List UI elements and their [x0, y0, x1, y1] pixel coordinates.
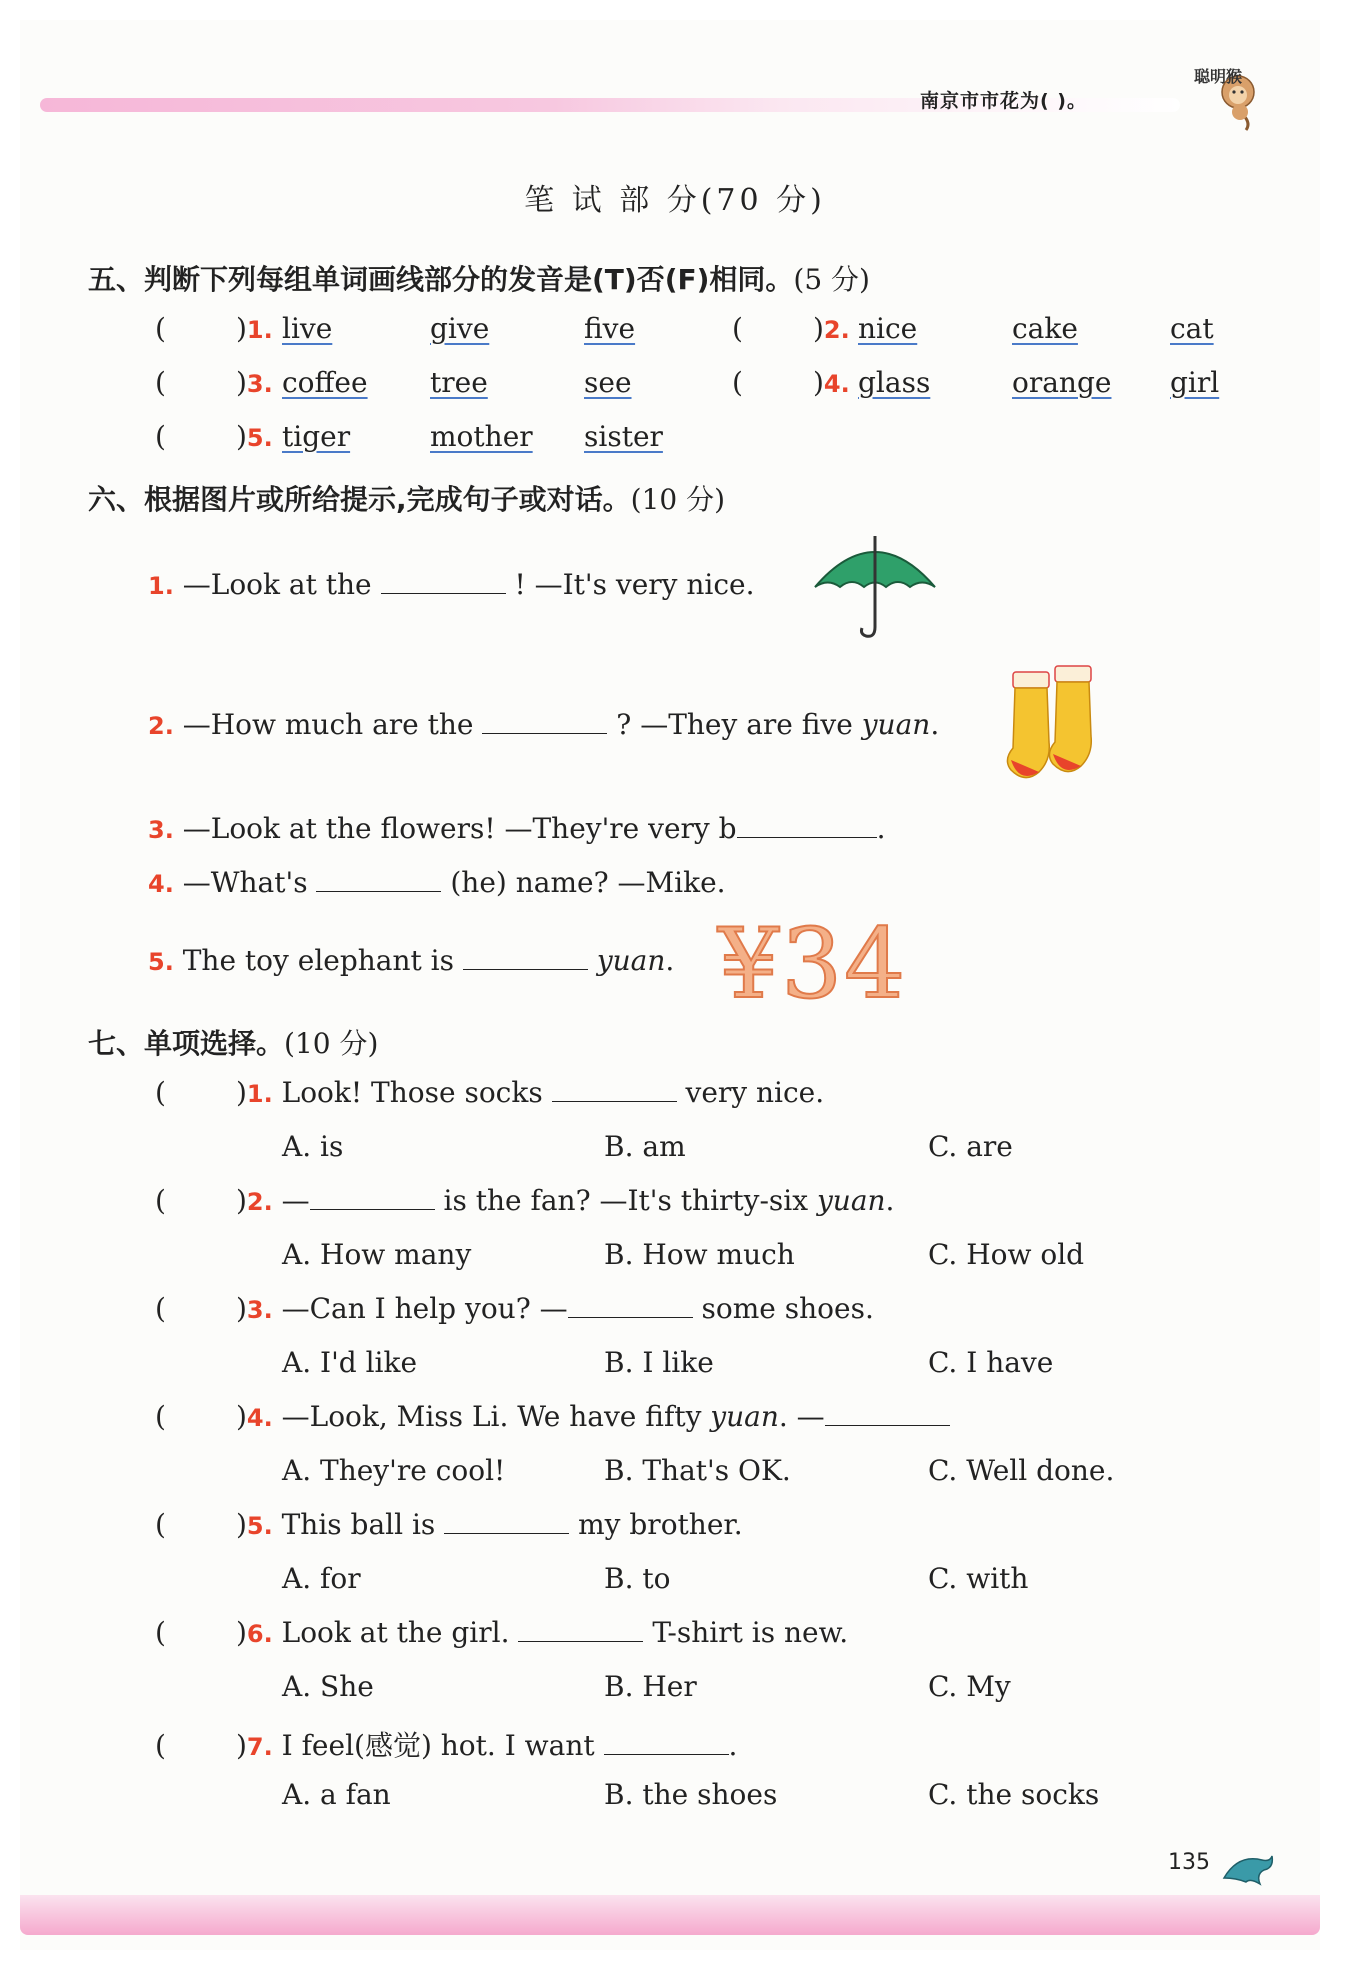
- s7-option: A. is: [282, 1130, 344, 1163]
- monkey-logo-icon: [1180, 62, 1260, 132]
- s6-item-4: 4. —What's (he) name? —Mike.: [148, 866, 726, 899]
- page-number: 135: [1168, 1850, 1210, 1875]
- s5-item-1: ( )1.: [155, 312, 273, 345]
- s7-option: A. She: [282, 1670, 374, 1703]
- s7-option: C. How old: [928, 1238, 1085, 1271]
- section-7-heading: 七、单项选择。(10 分): [88, 1027, 379, 1060]
- s5-word: five: [584, 312, 636, 345]
- s7-option: A. They're cool!: [282, 1454, 506, 1487]
- page-title: 笔 试 部 分(70 分): [524, 183, 826, 218]
- s5-word: give: [430, 312, 490, 345]
- s7-option: C. I have: [928, 1346, 1054, 1379]
- s5-word: girl: [1170, 366, 1220, 399]
- price-tag: ¥34: [718, 908, 908, 1020]
- socks-icon: [995, 660, 1125, 790]
- umbrella-icon: [810, 532, 940, 642]
- dolphin-icon: [1220, 1848, 1276, 1888]
- s7-option: A. for: [282, 1562, 361, 1595]
- s7-option: A. a fan: [282, 1778, 391, 1811]
- s7-question-1: ( )1. Look! Those socks very nice.: [155, 1076, 825, 1109]
- s7-question-4: ( )4. —Look, Miss Li. We have fifty yuan. —: [155, 1400, 950, 1433]
- s7-question-5: ( )5. This ball is my brother.: [155, 1508, 743, 1541]
- s6-item-1: 1. —Look at the ! —It's very nice.: [148, 568, 755, 601]
- s7-option: B. am: [604, 1130, 686, 1163]
- section-6-heading: 六、根据图片或所给提示,完成句子或对话。(10 分): [88, 483, 726, 516]
- s5-word: tree: [430, 366, 488, 399]
- s7-question-7: ( )7. I feel(感觉) hot. I want .: [155, 1729, 738, 1762]
- section-5-heading: 五、判断下列每组单词画线部分的发音是(T)否(F)相同。(5 分): [88, 263, 870, 296]
- page-background: [20, 20, 1320, 1950]
- s7-option: C. My: [928, 1670, 1011, 1703]
- svg-text:聪明猴: 聪明猴: [1194, 67, 1243, 86]
- s5-word: live: [282, 312, 333, 345]
- header-note: 南京市市花为( )。: [920, 90, 1087, 112]
- s5-item-2: ( )2.: [732, 312, 850, 345]
- s5-item-5: ( )5.: [155, 420, 273, 453]
- s7-option: B. That's OK.: [604, 1454, 791, 1487]
- s7-option: B. the shoes: [604, 1778, 778, 1811]
- s5-word: nice: [858, 312, 918, 345]
- s7-option: A. I'd like: [282, 1346, 418, 1379]
- s7-question-6: ( )6. Look at the girl. T-shirt is new.: [155, 1616, 849, 1649]
- s5-word: orange: [1012, 366, 1112, 399]
- s5-word: tiger: [282, 420, 351, 453]
- s5-word: coffee: [282, 366, 368, 399]
- s5-word: glass: [858, 366, 931, 399]
- s5-word: sister: [584, 420, 663, 453]
- s7-option: C. the socks: [928, 1778, 1100, 1811]
- s6-item-5: 5. The toy elephant is yuan.: [148, 944, 675, 977]
- s7-option: C. are: [928, 1130, 1013, 1163]
- s7-option: A. How many: [282, 1238, 472, 1271]
- s7-option: B. How much: [604, 1238, 795, 1271]
- s7-question-2: ( )2. — is the fan? —It's thirty-six yuan.: [155, 1184, 895, 1217]
- s6-item-3: 3. —Look at the flowers! —They're very b .: [148, 812, 886, 845]
- s7-option: B. to: [604, 1562, 671, 1595]
- s5-word: mother: [430, 420, 533, 453]
- footer-bar: [20, 1895, 1320, 1935]
- s5-word: cat: [1170, 312, 1214, 345]
- s5-word: cake: [1012, 312, 1078, 345]
- s7-option: C. with: [928, 1562, 1029, 1595]
- s7-option: C. Well done.: [928, 1454, 1115, 1487]
- s5-item-3: ( )3.: [155, 366, 273, 399]
- s7-question-3: ( )3. —Can I help you? — some shoes.: [155, 1292, 874, 1325]
- s7-option: B. I like: [604, 1346, 714, 1379]
- s5-item-4: ( )4.: [732, 366, 850, 399]
- s6-item-2: 2. —How much are the ? —They are five yuan.: [148, 708, 940, 741]
- s5-word: see: [584, 366, 632, 399]
- s7-option: B. Her: [604, 1670, 697, 1703]
